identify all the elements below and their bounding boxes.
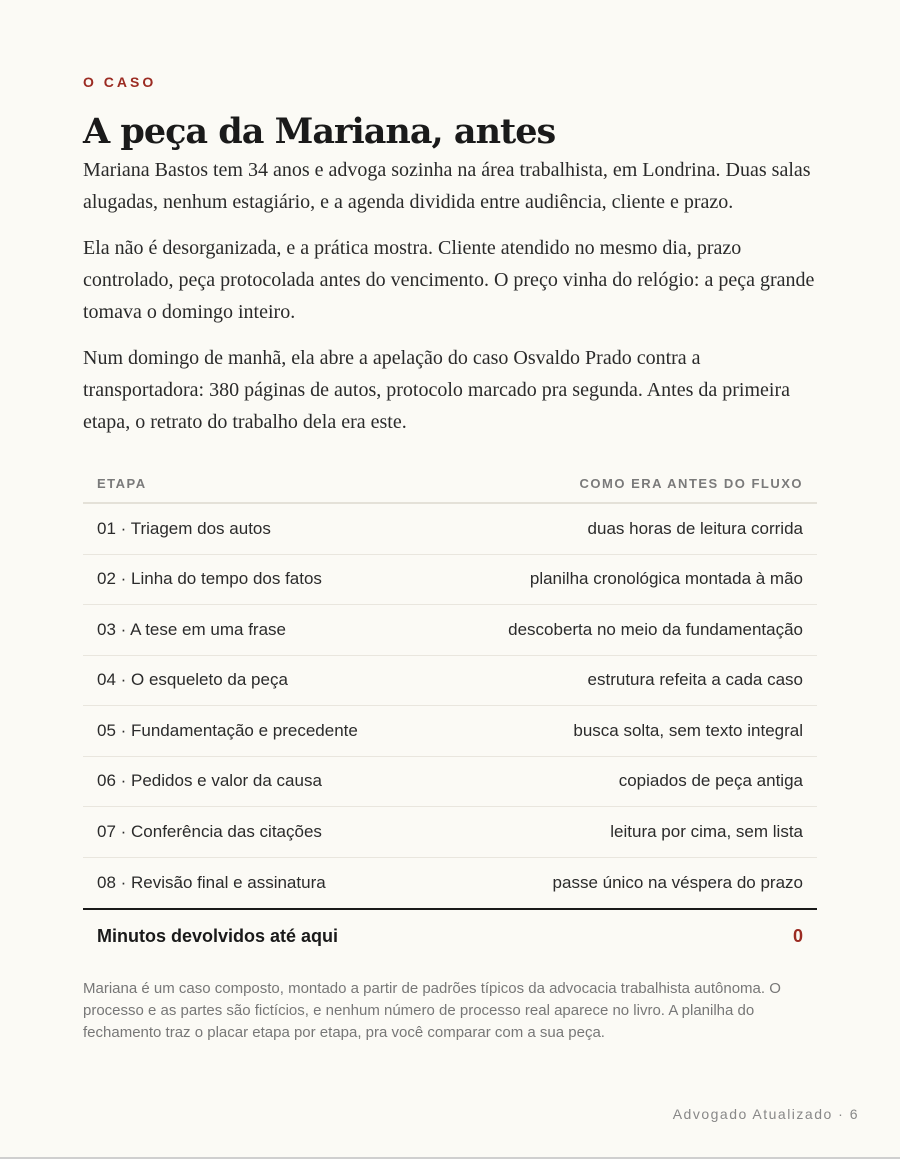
step-before: leitura por cima, sem lista	[610, 821, 803, 841]
page-footer: Advogado Atualizado · 6	[672, 1106, 859, 1122]
step-before: copiados de peça antiga	[618, 771, 803, 791]
column-header-antes: COMO ERA ANTES DO FLUXO	[579, 475, 803, 491]
step-name: 07 · Conferência das citações	[97, 821, 322, 841]
page-title: A peça da Mariana, antes	[83, 111, 556, 152]
step-name: 02 · Linha do tempo dos fatos	[97, 569, 322, 589]
paragraph: Ela não é desorganizada, e a prática mostra. Cliente atendido no mesmo dia, prazo controlado, peça protocolada antes do vencimento. O preço vinha do relógio: a peça grande tomava o domingo inteiro.	[83, 237, 815, 323]
step-name: 08 · Revisão final e assinatura	[97, 872, 326, 892]
step-before: estrutura refeita a cada caso	[587, 670, 803, 690]
step-name: 06 · Pedidos e valor da causa	[97, 771, 322, 791]
footnote: Mariana é um caso composto, montado a partir de padrões típicos da advocacia trabalhista autônoma. O processo e as partes são fictícios, e nenhum número de processo real aparece no livro. A planilha do fechamento traz o placar etapa por etapa, pra você comparar com a sua peça.	[83, 980, 781, 1041]
table-row	[83, 555, 817, 606]
step-name: 05 · Fundamentação e precedente	[97, 720, 358, 740]
step-before: busca solta, sem texto integral	[573, 720, 803, 740]
page-content	[83, 72, 817, 1044]
column-header-etapa: ETAPA	[97, 475, 147, 491]
table-row	[83, 504, 817, 555]
paragraph: Num domingo de manhã, ela abre a apelação do caso Osvaldo Prado contra a transportadora: 380 páginas de autos, protocolo marcado pra segunda. Antes da primeira etapa, o retrato do trabalho dela era este.	[83, 347, 791, 433]
total-label: Minutos devolvidos até aqui	[97, 925, 339, 946]
table-row	[83, 605, 817, 656]
table-row	[83, 757, 817, 808]
steps-table	[83, 464, 817, 962]
table-row	[83, 656, 817, 707]
table-total-row	[83, 908, 817, 962]
section-eyebrow: O CASO	[83, 74, 157, 90]
step-before: planilha cronológica montada à mão	[529, 569, 803, 589]
table-body	[83, 504, 817, 908]
step-before: duas horas de leitura corrida	[587, 518, 803, 538]
paragraph: Mariana Bastos tem 34 anos e advoga sozinha na área trabalhista, em Londrina. Duas salas alugadas, nenhum estagiário, e a agenda dividida entre audiência, cliente e prazo.	[83, 159, 811, 213]
table-row	[83, 706, 817, 757]
table-header	[83, 464, 817, 504]
step-name: 01 · Triagem dos autos	[97, 518, 271, 538]
total-value: 0	[792, 925, 803, 946]
step-name: 04 · O esqueleto da peça	[97, 670, 288, 690]
table-row	[83, 858, 817, 909]
table-row	[83, 807, 817, 858]
step-before: descoberta no meio da fundamentação	[508, 619, 803, 639]
step-before: passe único na véspera do prazo	[552, 872, 803, 892]
step-name: 03 · A tese em uma frase	[97, 619, 286, 639]
